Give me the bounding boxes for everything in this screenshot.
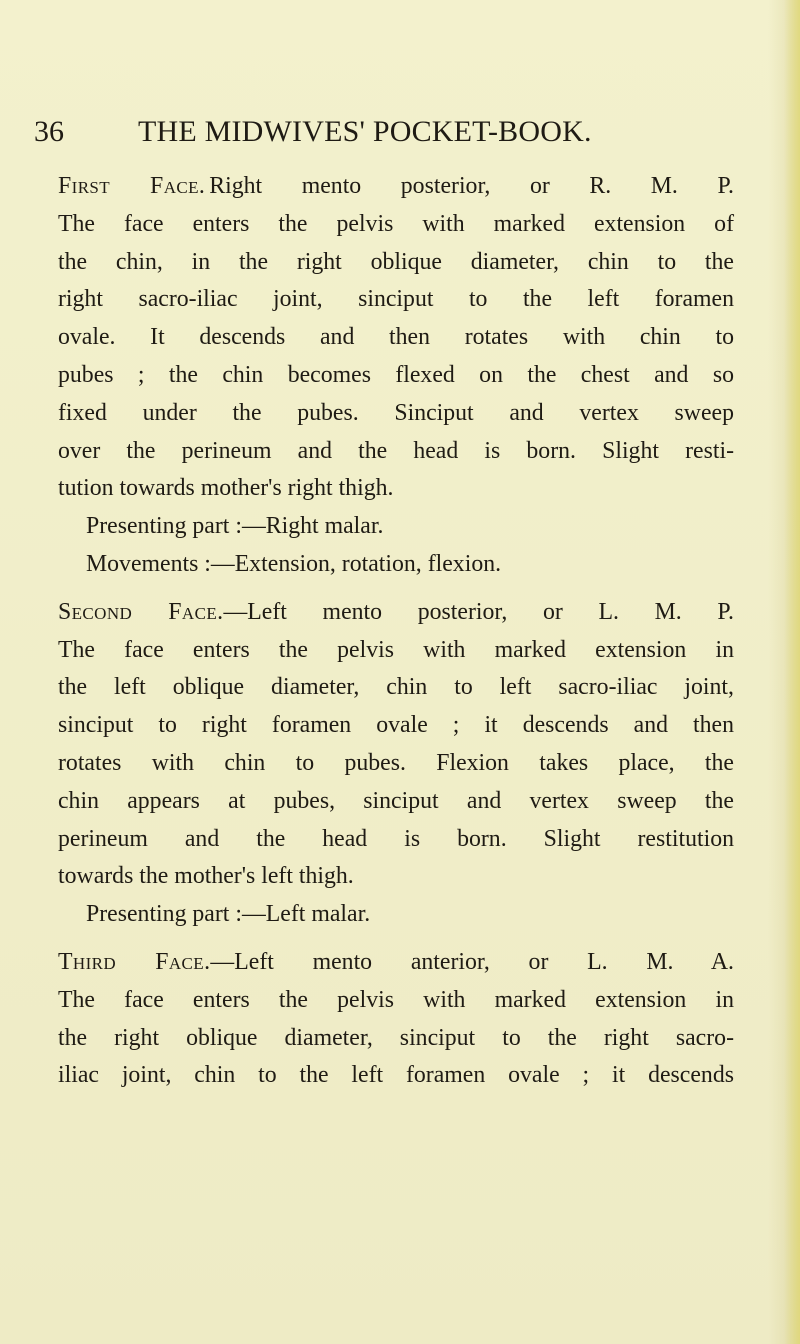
third-face-heading-line (58, 944, 734, 982)
first-face-heading-line (58, 168, 734, 206)
third-face-line-4: iliac joint, chin to the left foramen ovale ; it descends (58, 1062, 734, 1089)
second-face-line-7: perineum and the head is born. Slight restitution (58, 825, 734, 852)
second-face-heading-line (58, 594, 734, 632)
third-face-section (58, 944, 734, 1095)
first-face-heading: First Face. (58, 173, 206, 199)
third-face-line-1: —Left mento anterior, or L. M. A. (210, 948, 734, 975)
third-face-line-3: the right oblique diameter, sinciput to the right sacro- (58, 1024, 734, 1051)
page-number: 36 (34, 115, 64, 148)
second-face-line-3: the left oblique diameter, chin to left sacro-iliac joint, (58, 674, 734, 701)
first-face-line-3: the chin, in the right oblique diameter, chin to the (58, 248, 734, 275)
first-face-line-6: pubes ; the chin becomes flexed on the chest and so (58, 361, 734, 388)
third-face-line-2: The face enters the pelvis with marked extension in (58, 986, 734, 1013)
second-face-line-1: —Left mento posterior, or L. M. P. (223, 598, 734, 625)
third-face-heading: Third Face. (58, 948, 211, 975)
second-face-line-6: chin appears at pubes, sinciput and vertex sweep the (58, 787, 734, 814)
second-face-line-4: sinciput to right foramen ovale ; it descends and then (58, 712, 734, 739)
first-face-line-9: tution towards mother's right thigh. (58, 475, 394, 502)
first-face-movements: Movements :—Extension, rotation, flexion. (86, 550, 502, 577)
second-face-line-8: towards the mother's left thigh. (58, 863, 354, 890)
second-face-heading: Second Face. (58, 598, 224, 625)
page-content (58, 168, 734, 1095)
first-face-line-7: fixed under the pubes. Sinciput and vertex sweep (58, 399, 734, 426)
second-face-line-5: rotates with chin to pubes. Flexion takes place, the (58, 749, 734, 776)
second-face-presenting-part: Presenting part :—Left malar. (86, 901, 371, 928)
page-header (34, 112, 774, 152)
second-face-section (58, 594, 734, 934)
first-face-line-1: Right mento posterior, or R. M. P. (209, 173, 734, 199)
page-edge-shadow (784, 0, 800, 1344)
running-head: THE MIDWIVES' POCKET-BOOK. (138, 115, 592, 148)
first-face-presenting-part: Presenting part :—Right malar. (86, 513, 384, 540)
first-face-section (58, 168, 734, 584)
second-face-line-2: The face enters the pelvis with marked extension in (58, 636, 734, 663)
first-face-line-8: over the perineum and the head is born. Slight resti- (58, 437, 734, 464)
first-face-line-2: The face enters the pelvis with marked extension of (58, 210, 734, 237)
first-face-line-4: right sacro-iliac joint, sinciput to the left foramen (58, 286, 734, 313)
first-face-line-5: ovale. It descends and then rotates with chin to (58, 324, 734, 351)
